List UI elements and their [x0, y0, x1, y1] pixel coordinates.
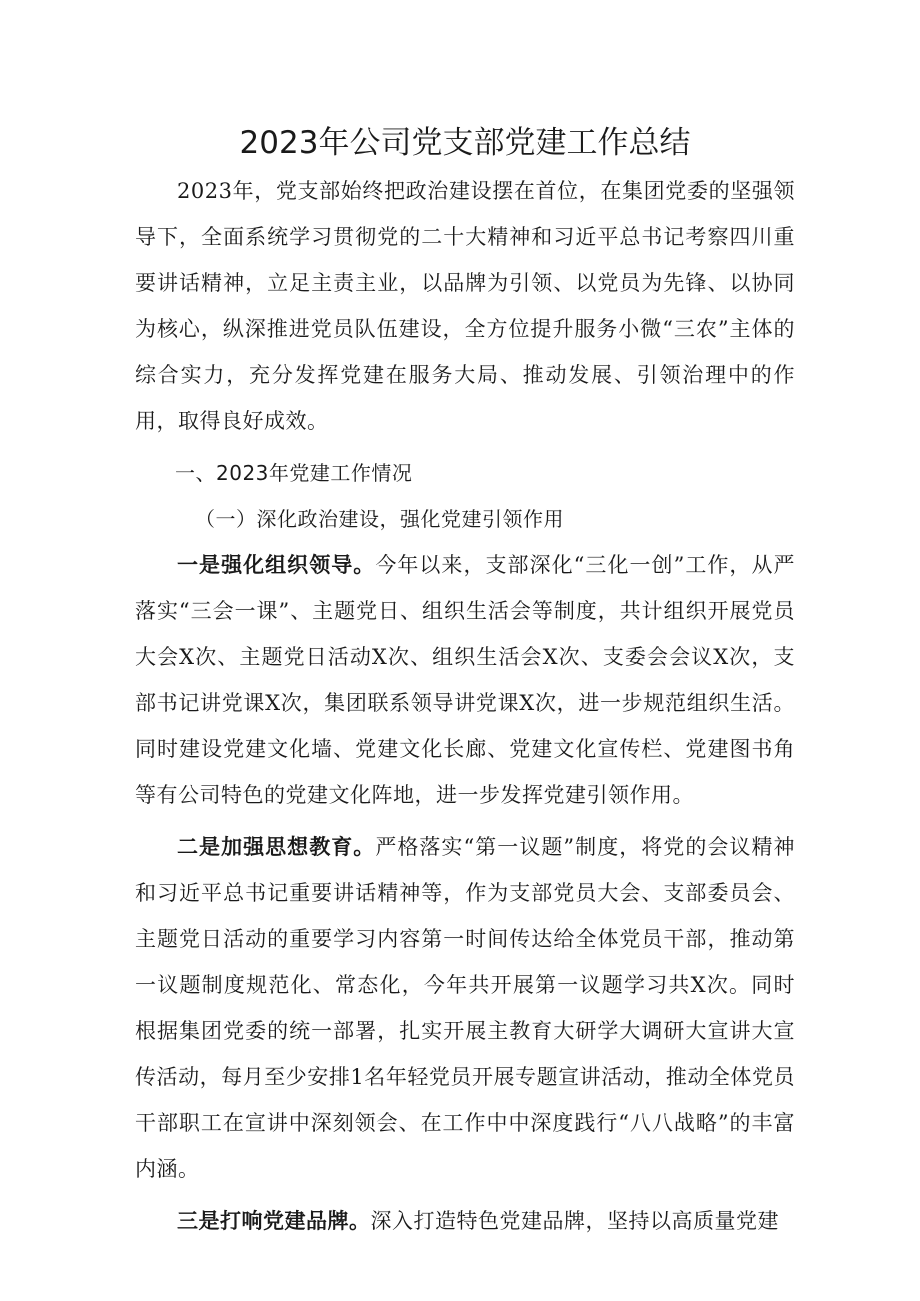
- item-lead-3: 三是打响党建品牌。: [177, 1209, 371, 1233]
- item-body-3: 深入打造特色党建品牌，坚持以高质量党建: [370, 1209, 779, 1233]
- intro-paragraph: 2023年，党支部始终把政治建设摆在首位，在集团党委的坚强领导下，全面系统学习贯彻党的二十大精神和习近平总书记考察四川重要讲话精神，立足主责主业，以品牌为引领、以党员为先锋、以协同为核心，纵深推进党员队伍建设，全方位提升服务小微“三农”主体的综合实力，充分发挥党建在服务大局、推动发展、引领治理中的作用，取得良好成效。: [135, 179, 795, 433]
- item-body-2: 严格落实“第一议题”制度，将党的会议精神和习近平总书记重要讲话精神等，作为支部党员大会、支部委员会、主题党日活动的重要学习内容第一时间传达给全体党员干部，推动第一议题制度规范化、常态化，今年共开展第一议题学习共X次。同时根据集团党委的统一部署，扎实开展主教育大研学大调研大宣讲大宣传活动，每月至少安排1名年轻党员开展专题宣讲活动，推动全体党员干部职工在宣讲中深刻领会、在工作中中深度践行“八八战略”的丰富内涵。: [135, 835, 795, 1181]
- item-paragraph-1: [135, 542, 795, 818]
- document-page: [135, 118, 795, 1244]
- subsection-heading: （一）深化政治建设，强化党建引领作用: [195, 507, 564, 531]
- document-title: 2023年公司党支部党建工作总结: [239, 125, 691, 161]
- section-heading: 一、2023年党建工作情况: [175, 461, 413, 485]
- item-paragraph-2: [135, 824, 795, 1192]
- item-lead-2: 二是加强思想教育。: [177, 835, 376, 859]
- item-body-1: 今年以来，支部深化“三化一创”工作，从严落实“三会一课”、主题党日、组织生活会等制度，共计组织开展党员大会X次、主题党日活动X次、组织生活会X次、支委会会议X次，支部书记讲党课X次，集团联系领导讲党课X次，进一步规范组织生活。同时建设党建文化墙、党建文化长廊、党建文化宣传栏、党建图书角等有公司特色的党建文化阵地，进一步发挥党建引领作用。: [135, 553, 795, 807]
- item-paragraph-3: [135, 1198, 795, 1244]
- item-lead-1: 一是强化组织领导。: [177, 553, 376, 577]
